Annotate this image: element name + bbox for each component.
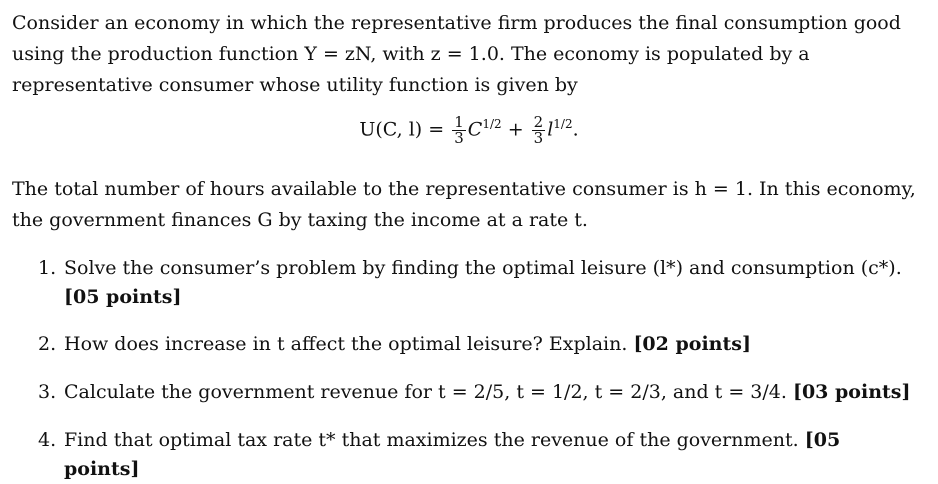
points-label: [05 points] — [64, 429, 841, 480]
fraction-numerator: 1 — [454, 112, 464, 131]
list-item — [38, 254, 918, 312]
points-label: [05 points] — [64, 286, 182, 308]
exponent: 1/2 — [482, 117, 502, 131]
plus-sign: + — [507, 118, 524, 141]
item-number: 3. — [38, 381, 57, 403]
item-number: 1. — [38, 257, 57, 279]
list-item — [38, 330, 918, 359]
fraction-denominator: 3 — [533, 128, 544, 147]
intro-paragraph: Consider an economy in which the representative firm produces the final consumption good using the production function Y = zN, with z = 1.0. The economy is populated by a representative consumer whose utility function is given by — [12, 12, 901, 96]
item-number: 4. — [38, 429, 57, 451]
item-number: 2. — [38, 333, 57, 355]
fraction-two-thirds — [532, 112, 546, 147]
utility-equation — [0, 104, 938, 164]
question-text: Solve the consumer’s problem by finding the optimal leisure (l*) and consumption (c*). — [64, 257, 902, 279]
question-text: How does increase in t affect the optimal leisure? Explain. — [64, 333, 628, 355]
list-item — [38, 378, 918, 407]
exponent: 1/2 — [553, 117, 573, 131]
consumption-term: C — [467, 118, 483, 141]
fraction-numerator: 2 — [533, 112, 544, 131]
equation-lhs: U(C, l) = — [359, 118, 445, 141]
fraction-one-third — [452, 112, 466, 147]
fraction-denominator: 3 — [454, 128, 464, 147]
points-label: [02 points] — [633, 333, 751, 355]
second-paragraph: The total number of hours available to the representative consumer is h = 1. In this economy, the government finances G by taxing the income at a rate t. — [12, 178, 916, 231]
leisure-term: l — [547, 118, 554, 141]
points-label: [03 points] — [792, 381, 911, 403]
question-text: Calculate the government revenue for t = 2/5, t = 1/2, t = 2/3, and t = 3/4. — [64, 381, 787, 403]
equation-period: . — [572, 118, 579, 141]
question-text: Find that optimal tax rate t* that maximizes the revenue of the government. — [64, 429, 799, 451]
list-item — [38, 426, 918, 484]
